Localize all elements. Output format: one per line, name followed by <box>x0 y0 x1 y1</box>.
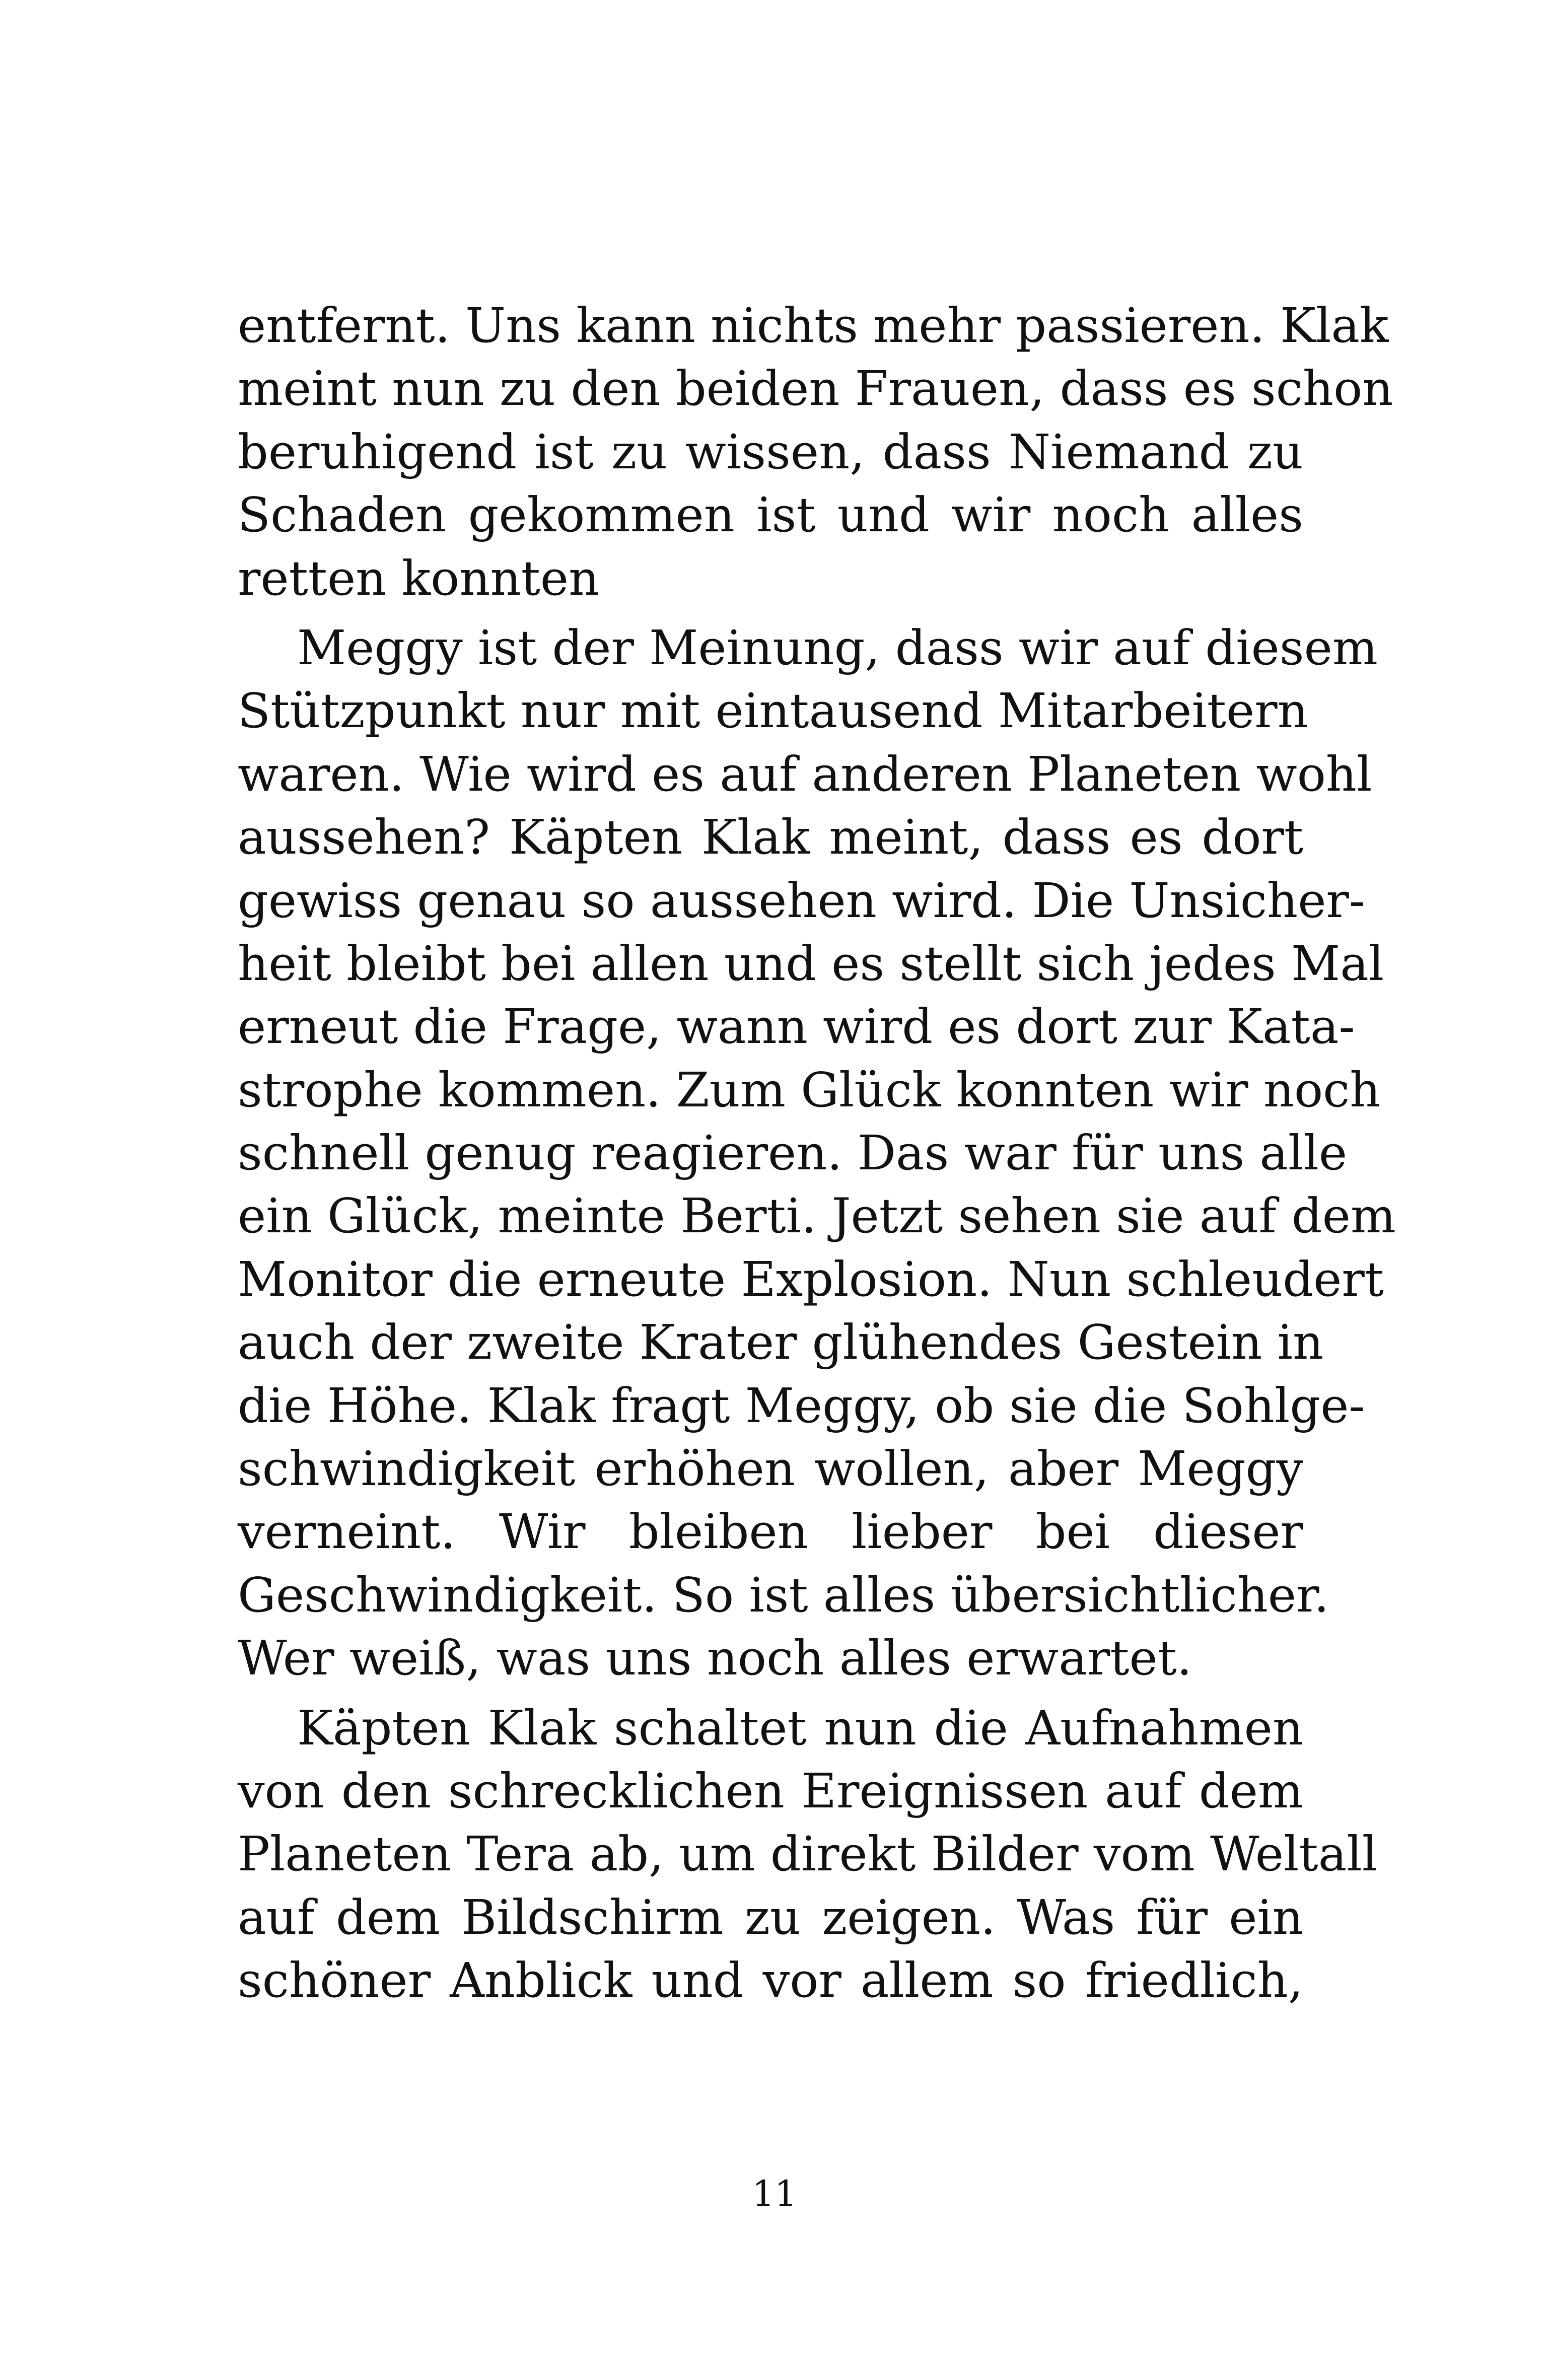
text-line: Stützpunkt nur mit eintausend Mitarbeitern <box>238 683 1308 739</box>
text-line: aussehen? Käpten Klak meint, dass es dort <box>238 810 1303 866</box>
page-number: 11 <box>752 2173 797 2214</box>
text-line: waren. Wie wird es auf anderen Planeten wohl <box>238 746 1372 802</box>
text-line: gewiss genau so aussehen wird. Die Unsicher- <box>238 873 1365 929</box>
text-line: strophe kommen. Zum Glück konnten wir noch <box>238 1062 1381 1118</box>
text-line: heit bleibt bei allen und es stellt sich jedes Mal <box>238 936 1384 992</box>
text-line: Käpten Klak schaltet nun die Aufnahmen <box>297 1700 1303 1756</box>
text-line: Meggy ist der Meinung, dass wir auf diesem <box>297 620 1378 676</box>
paragraph-gap <box>238 610 1303 617</box>
text-line: Wer weiß, was uns noch alles erwartet. <box>238 1631 1192 1687</box>
text-line: die Höhe. Klak fragt Meggy, ob sie die Sohlge- <box>238 1378 1365 1434</box>
text-line: Geschwindigkeit. So ist alles übersichtlicher. <box>238 1567 1329 1623</box>
text-line: von den schrecklichen Ereignissen auf dem <box>238 1763 1303 1819</box>
text-line: verneint. Wir bleiben lieber bei dieser <box>238 1504 1303 1560</box>
text-line: Schaden gekommen ist und wir noch alles <box>238 487 1303 543</box>
paragraph-gap <box>238 1691 1303 1697</box>
text-line: auf dem Bildschirm zu zeigen. Was für ein <box>238 1889 1303 1945</box>
text-line: Monitor die erneute Explosion. Nun schleudert <box>238 1251 1384 1307</box>
text-line: schwindigkeit erhöhen wollen, aber Meggy <box>238 1441 1303 1497</box>
text-line: ein Glück, meinte Berti. Jetzt sehen sie auf dem <box>238 1188 1396 1244</box>
text-line: entfernt. Uns kann nichts mehr passieren. Klak <box>238 298 1389 354</box>
text-line: auch der zweite Krater glühendes Gestein in <box>238 1315 1324 1371</box>
text-line: erneut die Frage, wann wird es dort zur Kata- <box>238 999 1355 1055</box>
text-line: Planeten Tera ab, um direkt Bilder vom Weltall <box>238 1827 1378 1882</box>
body-text <box>238 295 1396 2013</box>
text-line: retten konnten <box>238 550 600 606</box>
text-line: meint nun zu den beiden Frauen, dass es schon <box>238 361 1393 417</box>
text-line: schnell genug reagieren. Das war für uns alle <box>238 1126 1348 1181</box>
text-line: beruhigend ist zu wissen, dass Niemand zu <box>238 424 1303 480</box>
text-line: schöner Anblick und vor allem so friedlich, <box>238 1953 1303 2009</box>
